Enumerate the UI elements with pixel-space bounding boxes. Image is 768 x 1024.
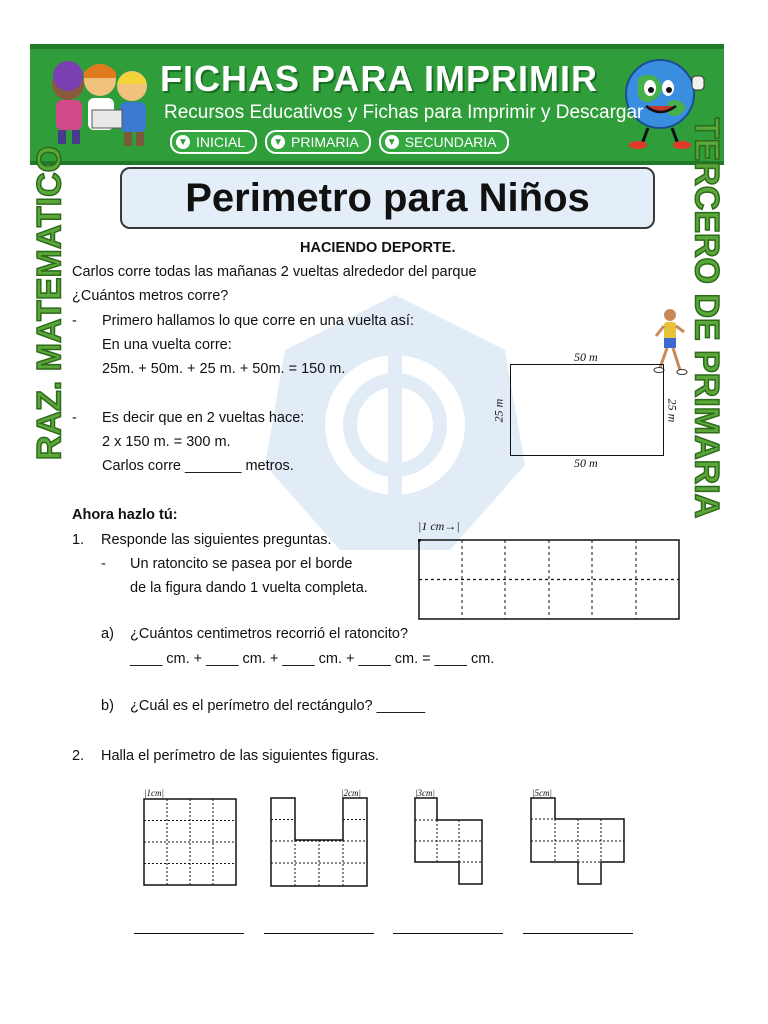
question-1-sub-1: Un ratoncito se pasea por el borde bbox=[130, 556, 353, 572]
fig-1-unit: |1cm| bbox=[144, 788, 164, 798]
figure-1-square bbox=[143, 798, 239, 888]
nav-inicial-label: INICIAL bbox=[196, 134, 246, 150]
nav-primaria-button[interactable] bbox=[265, 130, 371, 154]
figure-4-step-shape bbox=[530, 797, 628, 887]
grid-unit-label: |1 cm→| bbox=[418, 519, 460, 533]
question-1-sub-2: de la figura dando 1 vuelta completa. bbox=[130, 580, 368, 596]
answer-line-2[interactable] bbox=[264, 933, 374, 934]
fig-right-label: 25 m bbox=[665, 398, 680, 423]
question-b-label: b) bbox=[101, 698, 114, 714]
question-1-number: 1. bbox=[72, 532, 85, 548]
question-a-label: a) bbox=[101, 626, 114, 642]
list-dash: - bbox=[72, 410, 77, 426]
figure-3-step-shape bbox=[414, 797, 486, 887]
list-dash: - bbox=[101, 556, 106, 572]
fig-3-unit-text: 3cm bbox=[417, 788, 433, 798]
side-label-right bbox=[684, 117, 728, 518]
page-title-box bbox=[120, 167, 655, 229]
step-1-a: En una vuelta corre: bbox=[102, 337, 232, 353]
fig-3-unit: |3cm| bbox=[415, 788, 435, 798]
grid-rectangle bbox=[418, 539, 681, 621]
problem-line-2: ¿Cuántos metros corre? bbox=[72, 288, 229, 304]
answer-line-1[interactable] bbox=[134, 933, 244, 934]
page-title: Perimetro para Niños bbox=[185, 175, 590, 220]
arrow-down-icon: ▼ bbox=[385, 135, 399, 149]
banner-subtitle: Recursos Educativos y Fichas para Imprimir y Descargar bbox=[164, 102, 644, 123]
problem-line-1: Carlos corre todas las mañanas 2 vueltas alrededor del parque bbox=[72, 264, 477, 280]
fig-2-unit-text: 2cm bbox=[343, 788, 359, 798]
step-2-a: 2 x 150 m. = 300 m. bbox=[102, 434, 231, 450]
side-label-left bbox=[28, 145, 72, 460]
grade-label: TERCERO DE PRIMARIA bbox=[687, 117, 726, 518]
fig-1-unit-text: 1cm bbox=[146, 788, 162, 798]
answer-line-4[interactable] bbox=[523, 933, 633, 934]
exercise-heading: Ahora hazlo tú: bbox=[72, 507, 178, 523]
fig-left-label: 25 m bbox=[491, 398, 506, 423]
step-1-text: Primero hallamos lo que corre en una vuelta así: bbox=[102, 313, 414, 329]
answer-line-3[interactable] bbox=[393, 933, 503, 934]
question-a-text: ¿Cuántos centimetros recorrió el ratoncito? bbox=[130, 626, 409, 642]
question-2-number: 2. bbox=[72, 748, 85, 764]
question-b-text: ¿Cuál es el perímetro del rectángulo? ______ bbox=[130, 698, 426, 714]
question-a-blanks: ____ cm. + ____ cm. + ____ cm. + ____ cm. = ____ cm. bbox=[130, 651, 495, 667]
grid-unit-text: 1 cm bbox=[421, 519, 445, 533]
fig-top-label: 50 m bbox=[574, 350, 598, 364]
fig-4-unit: |5cm| bbox=[532, 788, 552, 798]
figure-2-u-shape bbox=[270, 797, 370, 889]
subject-label: RAZ. MATEMATICO bbox=[30, 145, 69, 460]
step-2-text: Es decir que en 2 vueltas hace: bbox=[102, 410, 305, 426]
nav-primaria-label: PRIMARIA bbox=[291, 134, 359, 150]
arrow-down-icon: ▼ bbox=[176, 135, 190, 149]
arrow-down-icon: ▼ bbox=[271, 135, 285, 149]
park-rectangle bbox=[510, 364, 664, 456]
nav-secundaria-label: SECUNDARIA bbox=[404, 134, 497, 150]
kids-illustration-icon bbox=[38, 52, 156, 148]
banner-title: FICHAS PARA IMPRIMIR bbox=[160, 58, 598, 99]
question-1-text: Responde las siguientes preguntas. bbox=[101, 532, 332, 548]
section-heading: HACIENDO DEPORTE. bbox=[300, 240, 456, 256]
question-2-text: Halla el perímetro de las siguientes figuras. bbox=[101, 748, 380, 764]
fig-2-unit: |2cm| bbox=[341, 788, 361, 798]
fig-bottom-label: 50 m bbox=[574, 456, 598, 470]
nav-inicial-button[interactable] bbox=[170, 130, 257, 154]
nav-secundaria-button[interactable] bbox=[379, 130, 509, 154]
fig-4-unit-text: 5cm bbox=[534, 788, 550, 798]
nav-bar bbox=[170, 130, 509, 152]
step-1-b: 25m. + 50m. + 25 m. + 50m. = 150 m. bbox=[102, 361, 346, 377]
list-dash: - bbox=[72, 313, 77, 329]
step-2-b: Carlos corre _______ metros. bbox=[102, 458, 294, 474]
